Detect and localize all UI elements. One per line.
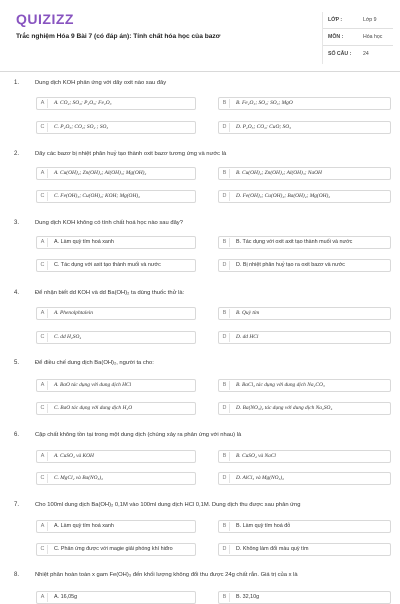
answer-option-c[interactable] [36, 331, 196, 344]
option-text: D. Ba(NO₃)₂ tác dụng với dung dịch Na₂SO₄ [236, 405, 333, 411]
answer-option-c[interactable] [36, 121, 196, 134]
option-text: D. P₂O₅; CO₂; CuO; SO₃ [236, 124, 291, 130]
meta-value: 24 [363, 51, 369, 57]
answer-option-d[interactable] [218, 190, 391, 203]
option-text: A. BaO tác dụng với dung dịch HCl [54, 382, 132, 388]
question-text: Dung dịch KOH phản ứng với dãy oxit nào sau đây [35, 80, 167, 86]
option-letter: A [38, 452, 48, 461]
option-text: D. Không làm đổi màu quỳ tím [236, 546, 309, 552]
option-text: B. Tác dụng với oxit axit tạo thành muối và nước [236, 239, 353, 245]
option-text: C. Tác dụng với axit tạo thành muối và nước [54, 262, 161, 268]
quizizz-logo: QUIZIZZ [16, 11, 74, 27]
option-text: A. 16,05g [54, 594, 78, 600]
option-text: B. 32,10g [236, 594, 260, 600]
question-text: Để điều chế dung dịch Ba(OH)₂, người ta cho: [35, 360, 154, 366]
question-text: Dãy các bazơ bị nhiệt phân huỷ tạo thành oxit bazơ tương ứng và nước là [35, 151, 227, 157]
option-text: C. Phản ứng được với magie giải phóng khí hiđro [54, 546, 173, 552]
answer-option-a[interactable] [36, 379, 196, 392]
option-letter: B [220, 452, 230, 461]
option-letter: A [38, 99, 48, 108]
question-text: Cặp chất không tồn tại trong một dung dịch (chúng xảy ra phản ứng với nhau) là [35, 432, 242, 438]
question-text: Dung dịch KOH không có tính chất hoá học nào sau đây? [35, 220, 183, 226]
answer-option-d[interactable] [218, 331, 391, 344]
answer-option-c[interactable] [36, 259, 196, 272]
option-letter: A [38, 522, 48, 531]
answer-option-b[interactable] [218, 379, 391, 392]
option-text: A. CuSO₄ và KOH [54, 453, 94, 459]
option-letter: A [38, 593, 48, 602]
option-letter: B [220, 99, 230, 108]
option-letter: D [220, 474, 230, 483]
answer-option-a[interactable] [36, 307, 196, 320]
page-title: Trắc nghiệm Hóa 9 Bài 7 (có đáp án): Tính chất hóa học của bazơ [16, 33, 221, 40]
option-text: A. Làm quỳ tím hoá xanh [54, 523, 114, 529]
option-letter: B [220, 381, 230, 390]
question-text: Để nhận biết dd KOH và dd Ba(OH)₂ ta dùng thuốc thử là: [35, 290, 185, 296]
answer-option-a[interactable] [36, 167, 196, 180]
meta-info-box [322, 12, 392, 64]
option-letter: D [220, 123, 230, 132]
option-text: C. MgCl₂ và Ba(NO₃)₂ [54, 475, 104, 481]
option-letter: D [220, 545, 230, 554]
meta-key: MÔN : [328, 34, 344, 40]
option-text: C. dd H₂SO₄ [54, 334, 82, 340]
option-text: A. Phenolphtalein [54, 310, 93, 316]
option-text: B. Fe₂O₃; SO₂; SO₃; MgO [236, 100, 293, 106]
question-block [14, 151, 389, 161]
option-letter: C [38, 333, 48, 342]
option-letter: D [220, 333, 230, 342]
answer-option-b[interactable] [218, 520, 391, 533]
option-letter: D [220, 404, 230, 413]
meta-value: Lớp 9 [363, 17, 377, 23]
answer-option-b[interactable] [218, 591, 391, 604]
option-letter: A [38, 238, 48, 247]
document-header [0, 0, 400, 72]
option-letter: C [38, 404, 48, 413]
answer-option-b[interactable] [218, 167, 391, 180]
option-letter: B [220, 522, 230, 531]
question-number: 8. [14, 572, 20, 578]
answer-option-c[interactable] [36, 190, 196, 203]
option-letter: A [38, 169, 48, 178]
answer-option-c[interactable] [36, 472, 196, 485]
question-number: 3. [14, 220, 20, 226]
answer-option-d[interactable] [218, 121, 391, 134]
answer-option-a[interactable] [36, 97, 196, 110]
question-block [14, 220, 389, 230]
question-block [14, 360, 389, 370]
option-letter: C [38, 545, 48, 554]
option-text: B. Làm quỳ tím hoá đỏ [236, 523, 291, 529]
answer-option-c[interactable] [36, 402, 196, 415]
option-letter: D [220, 192, 230, 201]
answer-option-a[interactable] [36, 591, 196, 604]
option-letter: C [38, 261, 48, 270]
answer-option-b[interactable] [218, 307, 391, 320]
option-letter: C [38, 123, 48, 132]
question-number: 1. [14, 80, 20, 86]
answer-option-a[interactable] [36, 520, 196, 533]
option-text: B. CuSO₄ và NaCl [236, 453, 276, 459]
question-number: 2. [14, 151, 20, 157]
option-letter: C [38, 192, 48, 201]
answer-option-a[interactable] [36, 450, 196, 463]
question-number: 4. [14, 290, 20, 296]
option-letter: B [220, 169, 230, 178]
meta-row-subject [323, 29, 393, 46]
option-text: B. BaCl₂ tác dụng với dung dịch Na₂CO₃ [236, 382, 325, 388]
option-text: D. dd HCl [236, 334, 259, 340]
option-letter: B [220, 593, 230, 602]
option-text: A. Cu(OH)₂; Zn(OH)₂; Al(OH)₃; Mg(OH)₂ [54, 170, 147, 176]
answer-option-c[interactable] [36, 543, 196, 556]
answer-option-b[interactable] [218, 97, 391, 110]
meta-key: LỚP : [328, 17, 343, 23]
meta-key: SỐ CÂU : [328, 51, 352, 57]
option-letter: B [220, 309, 230, 318]
option-text: C. P₂O₅; CO₂; SO₂ ; SO₃ [54, 124, 109, 130]
option-letter: D [220, 261, 230, 270]
answer-option-d[interactable] [218, 402, 391, 415]
option-text: D. Bị nhiệt phân huỷ tạo ra oxit bazơ và nước [236, 262, 345, 268]
option-text: C. Fe(OH)₃; Cu(OH)₂; KOH; Mg(OH)₂ [54, 193, 141, 199]
question-number: 6. [14, 432, 20, 438]
question-block [14, 290, 389, 300]
option-letter: A [38, 309, 48, 318]
question-block [14, 572, 389, 582]
answer-option-d[interactable] [218, 259, 391, 272]
option-text: B. Cu(OH)₂; Zn(OH)₂; Al(OH)₃; NaOH [236, 170, 322, 176]
option-text: A. CO₂; SO₂; P₂O₅; Fe₂O₃ [54, 100, 112, 106]
option-text: B. Quỳ tím [236, 310, 260, 316]
question-block [14, 502, 389, 512]
meta-value: Hóa học [363, 34, 383, 40]
meta-row-count [323, 46, 393, 63]
question-number: 7. [14, 502, 20, 508]
question-text: Nhiệt phân hoàn toàn x gam Fe(OH)₃ đến khối lượng không đổi thu được 24g chất rắn. Giá trị của x là [35, 572, 298, 578]
question-number: 5. [14, 360, 20, 366]
option-text: C. BaO tác dụng với dung dịch H₂O [54, 405, 133, 411]
meta-row-class [323, 12, 393, 29]
question-block [14, 432, 389, 442]
option-text: D. AlCl₃ và Mg(NO₃)₂ [236, 475, 285, 481]
option-letter: B [220, 238, 230, 247]
answer-option-d[interactable] [218, 472, 391, 485]
answer-option-b[interactable] [218, 450, 391, 463]
option-text: A. Làm quỳ tím hoá xanh [54, 239, 114, 245]
option-text: D. Fe(OH)₃; Cu(OH)₂; Ba(OH)₂; Mg(OH)₂ [236, 193, 331, 199]
answer-option-d[interactable] [218, 543, 391, 556]
answer-option-b[interactable] [218, 236, 391, 249]
option-letter: A [38, 381, 48, 390]
option-letter: C [38, 474, 48, 483]
answer-option-a[interactable] [36, 236, 196, 249]
question-text: Cho 100ml dung dịch Ba(OH)₂ 0,1M vào 100ml dung dịch HCl 0,1M. Dung dịch thu được sau phản ứng [35, 502, 301, 508]
